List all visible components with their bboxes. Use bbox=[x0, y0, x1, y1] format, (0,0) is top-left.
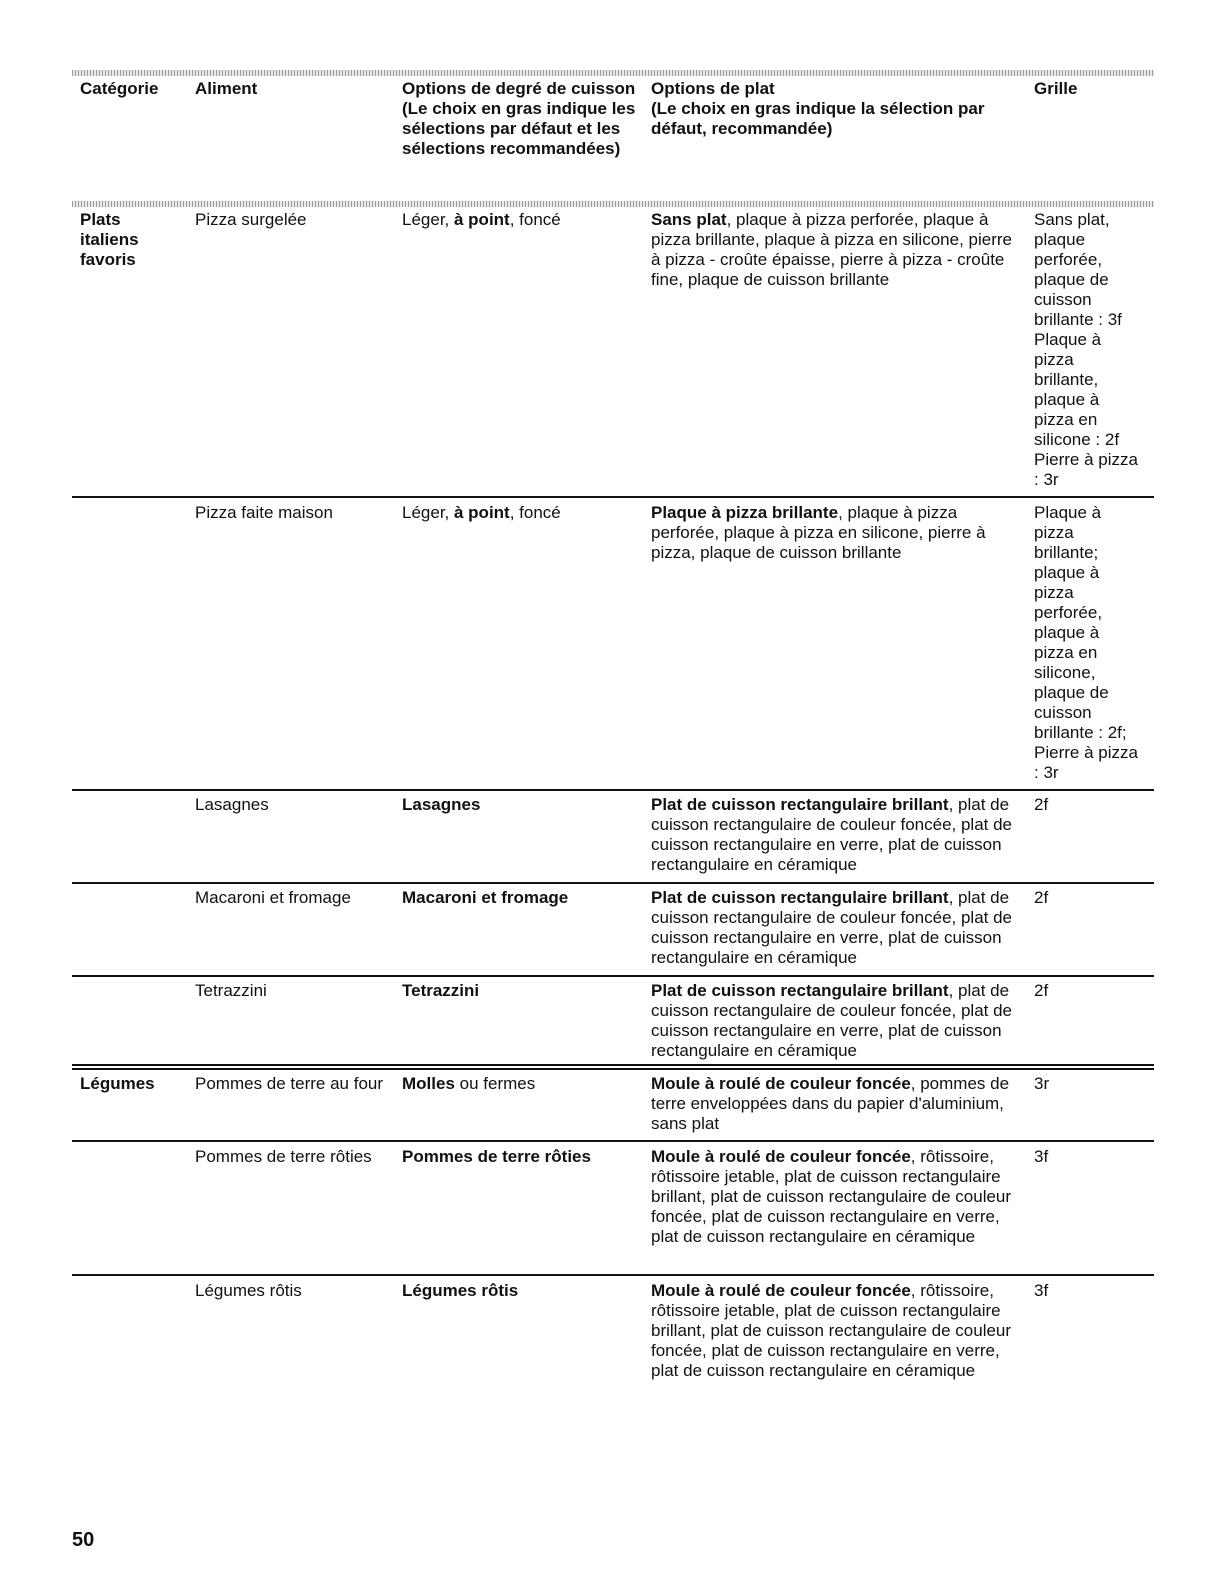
cell-plat bbox=[651, 1281, 1019, 1381]
cell-cuisson bbox=[402, 503, 642, 523]
row-divider bbox=[72, 789, 1154, 791]
cuisson-default: Pommes de terre rôties bbox=[402, 1147, 591, 1166]
plat-options: , pommes de terre enveloppées dans du papier d'aluminium, sans plat bbox=[651, 1074, 1010, 1133]
row-divider bbox=[72, 1068, 1154, 1070]
plat-default: Moule à roulé de couleur foncée bbox=[651, 1147, 911, 1166]
cell-grille: 3r bbox=[1034, 1074, 1050, 1093]
row-divider bbox=[72, 975, 1154, 977]
plat-options: , plaque à pizza perforée, plaque à pizza brillante, plaque à pizza en silicone, pierre à pizza - croûte épaisse, pierre à pizza - croûte fine, plaque de cuisson brillante bbox=[651, 210, 1012, 289]
cuisson-text: Léger, bbox=[402, 503, 454, 522]
row-divider bbox=[72, 1274, 1154, 1276]
cuisson-text: ou fermes bbox=[454, 1074, 536, 1093]
cell-grille: 3f bbox=[1034, 1281, 1049, 1300]
cell-cuisson bbox=[402, 981, 642, 1001]
cuisson-text: Léger, bbox=[402, 210, 454, 229]
plat-default: Moule à roulé de couleur foncée bbox=[651, 1281, 911, 1300]
header-plat: Options de plat (Le choix en gras indique la sélection par défaut, recommandée) bbox=[651, 79, 985, 138]
cell-categorie: Plats italiens favoris bbox=[80, 210, 139, 269]
cell-grille: Plaque à pizza brillante; plaque à pizza perforée, plaque à pizza en silicone, plaque de cuisson brillante : 2f; Pierre à pizza : 3r bbox=[1034, 503, 1138, 782]
cell-grille: Sans plat, plaque perforée, plaque de cuisson brillante : 3f Plaque à pizza brillante, plaque à pizza en silicone : 2f Pierre à pizza : 3r bbox=[1034, 210, 1138, 489]
header-categorie: Catégorie bbox=[80, 79, 159, 98]
plat-default: Sans plat bbox=[651, 210, 727, 229]
plat-options: , plat de cuisson rectangulaire de couleur foncée, plat de cuisson rectangulaire en verre, plat de cuisson rectangulaire en céramique bbox=[651, 888, 1013, 967]
cell-aliment: Pommes de terre au four bbox=[195, 1074, 384, 1093]
cell-plat bbox=[651, 1074, 1019, 1134]
cell-cuisson bbox=[402, 210, 642, 230]
cell-cuisson bbox=[402, 795, 642, 815]
cell-plat bbox=[651, 1147, 1019, 1247]
row-divider bbox=[72, 882, 1154, 884]
cuisson-default: à point bbox=[454, 503, 510, 522]
cuisson-default: Tetrazzini bbox=[402, 981, 480, 1000]
plat-default: Plat de cuisson rectangulaire brillant bbox=[651, 981, 949, 1000]
header-aliment: Aliment bbox=[195, 79, 258, 98]
cell-categorie: Légumes bbox=[80, 1074, 155, 1093]
plat-options: , rôtissoire, rôtissoire jetable, plat de cuisson rectangulaire brillant, plat de cuisson rectangulaire de couleur foncée, plat de cuisson rectangulaire en verre, plat de cuisson rectangulaire en céramique bbox=[651, 1147, 1012, 1246]
cuisson-default: à point bbox=[454, 210, 510, 229]
cell-cuisson bbox=[402, 1281, 642, 1301]
cuisson-default: Lasagnes bbox=[402, 795, 481, 814]
cell-plat bbox=[651, 888, 1019, 968]
row-divider bbox=[72, 1140, 1154, 1142]
cell-aliment: Légumes rôtis bbox=[195, 1281, 302, 1300]
cell-grille: 3f bbox=[1034, 1147, 1049, 1166]
header-cuisson: Options de degré de cuisson (Le choix en gras indique les sélections par défaut et les sélections recommandées) bbox=[402, 79, 636, 158]
plat-options: , plat de cuisson rectangulaire de couleur foncée, plat de cuisson rectangulaire en verre, plat de cuisson rectangulaire en céramique bbox=[651, 981, 1013, 1060]
plat-options: , plat de cuisson rectangulaire de couleur foncée, plat de cuisson rectangulaire en verre, plat de cuisson rectangulaire en céramique bbox=[651, 795, 1013, 874]
cuisson-default: Molles bbox=[402, 1074, 455, 1093]
cell-aliment: Tetrazzini bbox=[195, 981, 267, 1000]
plat-options: , plaque à pizza perforée, plaque à pizza en silicone, pierre à pizza, plaque de cuisson brillante bbox=[651, 503, 986, 562]
plat-default: Plat de cuisson rectangulaire brillant bbox=[651, 795, 949, 814]
cell-aliment: Pizza faite maison bbox=[195, 503, 333, 522]
cell-aliment: Pommes de terre rôties bbox=[195, 1147, 372, 1166]
cell-plat bbox=[651, 795, 1019, 875]
cell-grille: 2f bbox=[1034, 795, 1049, 814]
header-bottom-rule bbox=[72, 201, 1154, 207]
cell-grille: 2f bbox=[1034, 981, 1049, 1000]
cell-plat bbox=[651, 981, 1019, 1061]
page-number: 50 bbox=[72, 1529, 95, 1551]
cuisson-default: Macaroni et fromage bbox=[402, 888, 569, 907]
cell-cuisson bbox=[402, 1147, 642, 1167]
plat-options: , rôtissoire, rôtissoire jetable, plat de cuisson rectangulaire brillant, plat de cuisson rectangulaire de couleur foncée, plat de cuisson rectangulaire en verre, plat de cuisson rectangulaire en céramique bbox=[651, 1281, 1012, 1380]
plat-default: Moule à roulé de couleur foncée bbox=[651, 1074, 911, 1093]
cell-aliment: Macaroni et fromage bbox=[195, 888, 351, 907]
cuisson-text: , foncé bbox=[509, 210, 561, 229]
cell-plat bbox=[651, 210, 1019, 290]
cell-aliment: Lasagnes bbox=[195, 795, 269, 814]
cell-plat bbox=[651, 503, 1019, 563]
cell-cuisson bbox=[402, 888, 642, 908]
plat-default: Plat de cuisson rectangulaire brillant bbox=[651, 888, 949, 907]
cuisson-text: , foncé bbox=[509, 503, 561, 522]
cell-cuisson bbox=[402, 1074, 642, 1094]
header-top-rule bbox=[72, 70, 1154, 76]
cell-grille: 2f bbox=[1034, 888, 1049, 907]
header-grille: Grille bbox=[1034, 79, 1078, 98]
section-divider bbox=[72, 1064, 1154, 1066]
cell-aliment: Pizza surgelée bbox=[195, 210, 307, 229]
plat-default: Plaque à pizza brillante bbox=[651, 503, 839, 522]
row-divider bbox=[72, 496, 1154, 498]
cuisson-default: Légumes rôtis bbox=[402, 1281, 519, 1300]
